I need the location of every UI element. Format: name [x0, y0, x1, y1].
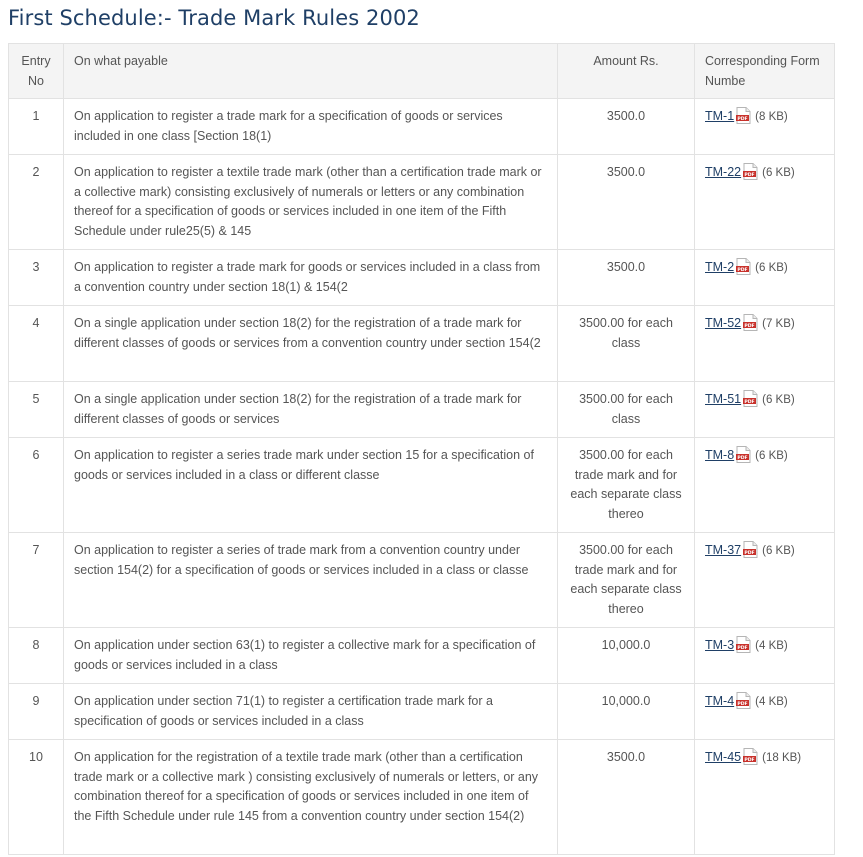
form-download-link[interactable]: TM-8 [705, 448, 735, 462]
form-download-link[interactable]: TM-52 [705, 316, 742, 330]
form-download-link[interactable]: TM-45 [705, 750, 742, 764]
form-cell [695, 684, 835, 740]
entry-no-cell: 8 [9, 628, 64, 684]
amount-cell: 10,000.0 [558, 684, 695, 740]
file-size-label: (6 KB) [755, 262, 788, 274]
pdf-file-icon[interactable] [743, 748, 758, 765]
svg-text:PDF: PDF [737, 267, 748, 273]
svg-text:PDF: PDF [744, 323, 755, 329]
amount-cell: 10,000.0 [558, 628, 695, 684]
pdf-file-icon[interactable] [736, 446, 751, 463]
form-download-link[interactable]: TM-37 [705, 543, 742, 557]
amount-cell: 3500.00 for each class [558, 306, 695, 382]
description-cell: On application to register a series of trade mark from a convention country under section 154(2) for a specification of goods or services included in a class or classe [64, 533, 558, 628]
svg-text:PDF: PDF [744, 172, 755, 178]
table-row [9, 155, 835, 250]
table-row [9, 740, 835, 855]
amount-cell: 3500.0 [558, 740, 695, 855]
amount-cell: 3500.0 [558, 155, 695, 250]
amount-cell: 3500.00 for each trade mark and for each separate class thereo [558, 438, 695, 533]
page-title: First Schedule:- Trade Mark Rules 2002 [8, 6, 420, 30]
pdf-file-icon[interactable] [743, 541, 758, 558]
form-cell [695, 306, 835, 382]
form-cell [695, 99, 835, 155]
form-cell [695, 250, 835, 306]
entry-no-cell: 10 [9, 740, 64, 855]
form-cell [695, 628, 835, 684]
amount-cell: 3500.00 for each trade mark and for each separate class thereo [558, 533, 695, 628]
form-download-link[interactable]: TM-3 [705, 638, 735, 652]
svg-text:PDF: PDF [737, 116, 748, 122]
form-download-link[interactable]: TM-51 [705, 392, 742, 406]
form-cell [695, 438, 835, 533]
form-download-link[interactable]: TM-22 [705, 165, 742, 179]
fee-schedule-table [8, 43, 835, 855]
table-row [9, 684, 835, 740]
svg-text:PDF: PDF [737, 455, 748, 461]
entry-no-cell: 1 [9, 99, 64, 155]
pdf-file-icon[interactable] [743, 163, 758, 180]
column-header-amount: Amount Rs. [558, 44, 695, 99]
svg-text:PDF: PDF [737, 701, 748, 707]
file-size-label: (7 KB) [762, 318, 795, 330]
description-cell: On application under section 63(1) to register a collective mark for a specification of goods or services included in a class [64, 628, 558, 684]
table-row [9, 250, 835, 306]
description-cell: On application to register a textile trade mark (other than a certification trade mark or a collective mark) consisting exclusively of numerals or letters or any combination thereof for a specification of goods or services included in one item of the Fifth Schedule under rule25(5) & 145 [64, 155, 558, 250]
svg-text:PDF: PDF [744, 399, 755, 405]
form-cell [695, 155, 835, 250]
form-cell [695, 740, 835, 855]
description-cell: On a single application under section 18(2) for the registration of a trade mark for different classes of goods or services [64, 382, 558, 438]
column-header-payable: On what payable [64, 44, 558, 99]
table-row [9, 438, 835, 533]
entry-no-cell: 4 [9, 306, 64, 382]
pdf-file-icon[interactable] [736, 692, 751, 709]
entry-no-cell: 2 [9, 155, 64, 250]
pdf-file-icon[interactable] [736, 258, 751, 275]
table-row [9, 306, 835, 382]
table-header-row [9, 44, 835, 99]
file-size-label: (6 KB) [755, 450, 788, 462]
description-cell: On application for the registration of a textile trade mark (other than a certification trade mark or a collective mark ) consisting exclusively of numerals or letters, or any combination thereof for a specification of goods or services included in one item of the Fifth Schedule under rule 145 from a convention country under section 154(2) [64, 740, 558, 855]
entry-no-cell: 3 [9, 250, 64, 306]
svg-text:PDF: PDF [737, 645, 748, 651]
entry-no-cell: 9 [9, 684, 64, 740]
file-size-label: (8 KB) [755, 111, 788, 123]
entry-no-cell: 6 [9, 438, 64, 533]
pdf-file-icon[interactable] [736, 636, 751, 653]
pdf-file-icon[interactable] [736, 107, 751, 124]
form-cell [695, 382, 835, 438]
file-size-label: (4 KB) [755, 640, 788, 652]
file-size-label: (4 KB) [755, 696, 788, 708]
description-cell: On application to register a series trade mark under section 15 for a specification of goods or services included in a class or different classe [64, 438, 558, 533]
form-cell [695, 533, 835, 628]
form-download-link[interactable]: TM-4 [705, 694, 735, 708]
file-size-label: (18 KB) [762, 752, 802, 764]
column-header-form: Corresponding Form Numbe [695, 44, 835, 99]
table-body [9, 99, 835, 855]
file-size-label: (6 KB) [762, 394, 795, 406]
table-row [9, 99, 835, 155]
table-row [9, 382, 835, 438]
pdf-file-icon[interactable] [743, 314, 758, 331]
form-download-link[interactable]: TM-2 [705, 260, 735, 274]
file-size-label: (6 KB) [762, 545, 795, 557]
column-header-entry-no: Entry No [9, 44, 64, 99]
svg-text:PDF: PDF [744, 550, 755, 556]
amount-cell: 3500.0 [558, 250, 695, 306]
description-cell: On application to register a trade mark for a specification of goods or services included in one class [Section 18(1) [64, 99, 558, 155]
description-cell: On a single application under section 18(2) for the registration of a trade mark for different classes of goods or services from a convention country under section 154(2 [64, 306, 558, 382]
amount-cell: 3500.0 [558, 99, 695, 155]
description-cell: On application under section 71(1) to register a certification trade mark for a specification of goods or services included in a class [64, 684, 558, 740]
entry-no-cell: 7 [9, 533, 64, 628]
entry-no-cell: 5 [9, 382, 64, 438]
svg-text:PDF: PDF [744, 757, 755, 763]
description-cell: On application to register a trade mark for goods or services included in a class from a convention country under section 18(1) & 154(2 [64, 250, 558, 306]
form-download-link[interactable]: TM-1 [705, 109, 735, 123]
table-row [9, 628, 835, 684]
pdf-file-icon[interactable] [743, 390, 758, 407]
file-size-label: (6 KB) [762, 167, 795, 179]
amount-cell: 3500.00 for each class [558, 382, 695, 438]
table-row [9, 533, 835, 628]
